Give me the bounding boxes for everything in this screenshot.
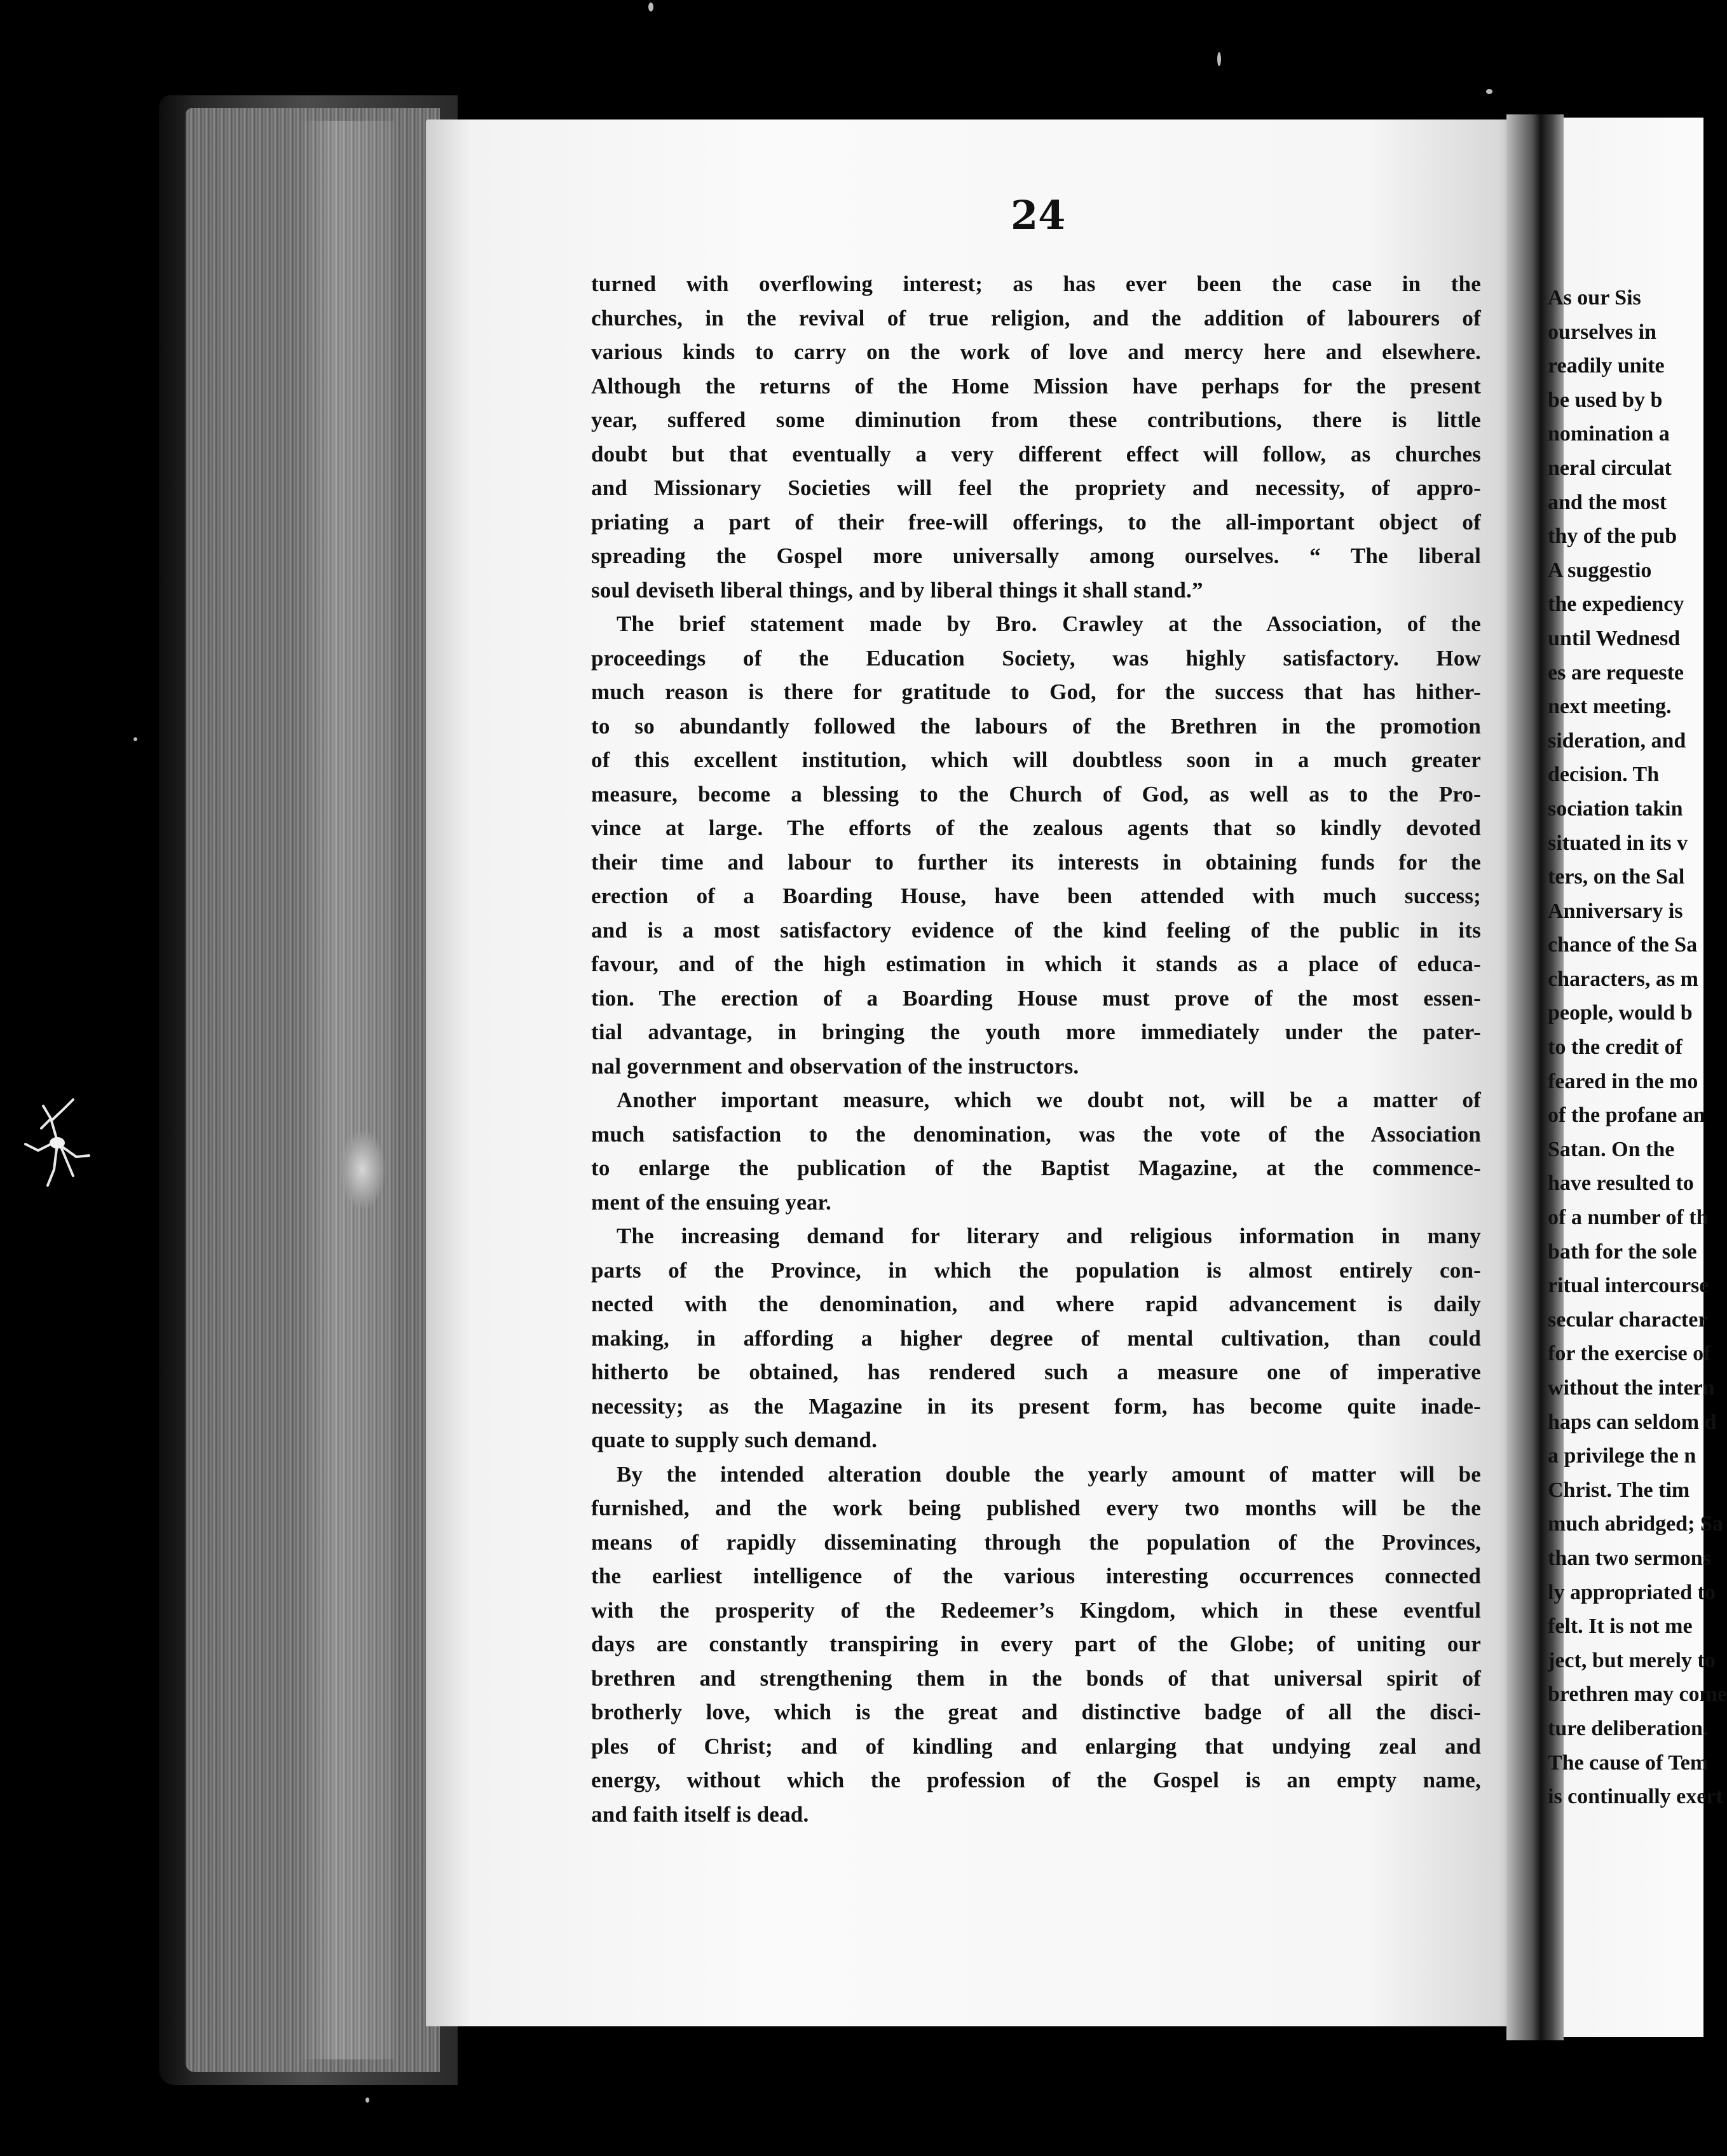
text-line: and faith itself is dead.	[591, 1801, 809, 1827]
text-line: year, suffered some diminution from these contributions, there is little	[591, 407, 1481, 432]
text-line: parts of the Province, in which the population is almost entirely con-	[591, 1257, 1481, 1283]
text-line-fragment: thy of the pub	[1548, 524, 1677, 549]
text-line-fragment: be used by b	[1548, 388, 1663, 412]
text-line: By the intended alteration double the yearly amount of matter will be	[617, 1461, 1481, 1487]
text-line: The brief statement made by Bro. Crawley at the Association, of the	[617, 611, 1481, 636]
right-page-text	[1548, 281, 1727, 1814]
text-line: energy, without which the profession of the Gospel is an empty name,	[591, 1768, 1481, 1792]
text-line: turned with overflowing interest; as has ever been the case in the	[591, 271, 1481, 296]
text-line-fragment: bath for the sole	[1548, 1239, 1697, 1264]
text-line: to so abundantly followed the labours of the Brethren in the promotion	[591, 713, 1481, 739]
text-line: their time and labour to further its interests in obtaining funds for the	[591, 849, 1481, 875]
text-line: tion. The erection of a Boarding House must prove of the most essen-	[591, 985, 1481, 1011]
text-line-fragment: to the credit of	[1548, 1035, 1683, 1060]
text-line-fragment: sociation takin	[1548, 796, 1683, 821]
text-line: to enlarge the publication of the Baptist Magazine, at the commence-	[591, 1156, 1481, 1180]
text-line-fragment: of a number of th	[1548, 1206, 1709, 1230]
debris-insect-icon	[13, 1081, 102, 1195]
text-line: hitherto be obtained, has rendered such a measure one of imperative	[591, 1360, 1481, 1384]
text-line-fragment: felt. It is not me	[1548, 1614, 1693, 1639]
text-line-fragment: people, would b	[1548, 1001, 1693, 1025]
text-line: tial advantage, in bringing the youth more immediately under the pater-	[591, 1020, 1481, 1044]
text-line: vince at large. The efforts of the zealous agents that so kindly devoted	[591, 815, 1481, 840]
text-line-fragment: without the intern	[1548, 1376, 1715, 1400]
text-line-fragment: much abridged; Sa	[1548, 1512, 1723, 1536]
text-line: priating a part of their free-will offerings, to the all-important object of	[591, 509, 1481, 535]
text-line-fragment: ritual intercourse	[1548, 1274, 1709, 1298]
text-line-fragment: haps can seldom d	[1548, 1410, 1717, 1434]
text-line: proceedings of the Education Society, was highly satisfactory. How	[591, 645, 1481, 671]
text-line: soul deviseth liberal things, and by liberal things it shall stand.”	[591, 577, 1203, 603]
text-line-fragment: ters, on the Sal	[1548, 865, 1685, 889]
text-line-fragment: until Wednesd	[1548, 626, 1681, 650]
text-line-fragment: The cause of Tem	[1548, 1750, 1709, 1775]
text-line-fragment: secular character	[1548, 1307, 1708, 1332]
text-line-fragment: ture deliberation.	[1548, 1716, 1709, 1740]
text-line: nal government and observation of the instructors.	[591, 1053, 1079, 1079]
text-line-fragment: neral circulat	[1548, 456, 1672, 480]
text-line-fragment: feared in the mo	[1548, 1069, 1698, 1093]
text-line: with the prosperity of the Redeemer’s Kingdom, which in these eventful	[591, 1597, 1481, 1623]
text-line: ment of the ensuing year.	[591, 1189, 832, 1215]
text-line-fragment: decision. Th	[1548, 763, 1660, 787]
text-line: Another important measure, which we doubt not, will be a matter of	[617, 1088, 1481, 1112]
text-line-fragment: sideration, and	[1548, 728, 1686, 753]
text-line: and is a most satisfactory evidence of the kind feeling of the public in its	[591, 917, 1481, 943]
page-curl	[340, 1131, 385, 1208]
text-line-fragment: than two sermons	[1548, 1546, 1711, 1570]
text-line: the earliest intelligence of the various interesting occurrences connected	[591, 1564, 1481, 1588]
text-line-fragment: the expediency	[1548, 592, 1684, 617]
text-line: favour, and of the high estimation in which it stands as a place of educa-	[591, 952, 1481, 976]
text-line-fragment: Anniversary is	[1548, 899, 1683, 923]
text-line: spreading the Gospel more universally among ourselves. “ The liberal	[591, 543, 1481, 568]
text-line-fragment: is continually exert	[1548, 1785, 1723, 1809]
text-line: various kinds to carry on the work of love and mercy here and elsewhere.	[591, 339, 1481, 364]
text-line-fragment: next meeting.	[1548, 695, 1672, 719]
text-line: brethren and strengthening them in the bonds of that universal spirit of	[591, 1665, 1481, 1691]
text-line: much reason is there for gratitude to God, for the success that has hither-	[591, 679, 1481, 704]
text-line: measure, become a blessing to the Church of God, as well as to the Pro-	[591, 781, 1481, 807]
text-line-fragment: of the profane an	[1548, 1103, 1705, 1128]
left-page-text	[591, 267, 1481, 1831]
text-line-fragment: for the exercise of	[1548, 1342, 1711, 1366]
text-line-fragment: ourselves in	[1548, 320, 1656, 344]
text-line-fragment: a privilege the n	[1548, 1444, 1696, 1468]
text-line: The increasing demand for literary and religious information in many	[617, 1224, 1481, 1248]
dust-speck	[648, 3, 653, 11]
text-line: days are constantly transpiring in every part of the Globe; of uniting our	[591, 1632, 1481, 1656]
text-line-fragment: nomination a	[1548, 422, 1670, 446]
text-line: Although the returns of the Home Mission have perhaps for the present	[591, 373, 1481, 399]
text-line: doubt but that eventually a very different effect will follow, as churches	[591, 441, 1481, 467]
text-line: necessity; as the Magazine in its present form, has become quite inade-	[591, 1393, 1481, 1419]
text-line-fragment: readily unite	[1548, 354, 1665, 378]
text-line: ples of Christ; and of kindling and enlarging that undying zeal and	[591, 1733, 1481, 1759]
text-line: of this excellent institution, which will doubtless soon in a much greater	[591, 747, 1481, 772]
text-line-fragment: chance of the Sa	[1548, 933, 1698, 957]
text-line-fragment: Satan. On the	[1548, 1137, 1675, 1161]
page-number: 24	[1011, 192, 1066, 238]
text-line-fragment: and the most	[1548, 490, 1667, 514]
text-line: brotherly love, which is the great and distinctive badge of all the disci-	[591, 1700, 1481, 1724]
dust-speck	[1217, 52, 1221, 66]
text-line-fragment: es are requeste	[1548, 660, 1684, 685]
text-line: and Missionary Societies will feel the propriety and necessity, of appro-	[591, 475, 1481, 500]
dust-speck	[1486, 89, 1492, 94]
text-line-fragment: ly appropriated to	[1548, 1580, 1716, 1604]
text-line: erection of a Boarding House, have been attended with much success;	[591, 884, 1481, 908]
text-line: making, in affording a higher degree of mental cultivation, than could	[591, 1325, 1481, 1351]
text-line-fragment: As our Sis	[1548, 286, 1641, 310]
text-line: quate to supply such demand.	[591, 1428, 878, 1452]
text-line: nected with the denomination, and where rapid advancement is daily	[591, 1292, 1481, 1316]
text-line-fragment: ject, but merely to	[1548, 1648, 1716, 1672]
page-edge-highlight	[299, 121, 394, 2059]
text-line: churches, in the revival of true religion, and the addition of labourers of	[591, 305, 1481, 331]
text-line-fragment: A suggestio	[1548, 558, 1652, 582]
text-line-fragment: Christ. The tim	[1548, 1478, 1690, 1502]
text-line-fragment: situated in its v	[1548, 831, 1688, 855]
dust-speck	[365, 2098, 369, 2103]
text-line-fragment: have resulted to	[1548, 1171, 1694, 1196]
text-line: furnished, and the work being published every two months will be the	[591, 1496, 1481, 1520]
text-line-fragment: characters, as m	[1548, 967, 1698, 991]
dust-speck	[133, 737, 137, 741]
text-line-fragment: brethren may come	[1548, 1682, 1727, 1707]
text-line: much satisfaction to the denomination, was the vote of the Association	[591, 1121, 1481, 1147]
text-line: means of rapidly disseminating through the population of the Provinces,	[591, 1529, 1481, 1555]
